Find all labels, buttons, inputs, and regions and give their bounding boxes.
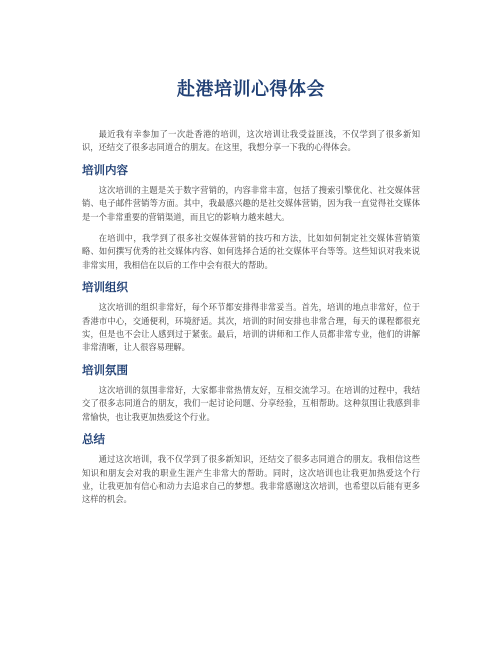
intro-paragraph: 最近我有幸参加了一次赴香港的培训，这次培训让我受益匪浅，不仅学到了很多新知识，还结交了很多志同道合的朋友。在这里，我想分享一下我的心得体会。 <box>82 129 420 153</box>
document-title: 赴港培训心得体会 <box>177 79 325 100</box>
section-training-content <box>82 163 420 272</box>
section-paragraph: 这次培训的主题是关于数字营销的，内容非常丰富，包括了搜索引擎优化、社交媒体营销、电子邮件营销等方面。其中，我最感兴趣的是社交媒体营销，因为我一直觉得社交媒体是一个非常重要的营销渠道，而且它的影响力越来越大。 <box>82 184 420 222</box>
section-heading: 总结 <box>82 432 105 447</box>
section-paragraph: 这次培训的氛围非常好，大家都非常热情友好，互相交流学习。在培训的过程中，我结交了很多志同道合的朋友，我们一起讨论问题、分享经验，互相帮助。这种氛围让我感到非常愉快，也让我更加热爱这个行业。 <box>82 384 420 422</box>
section-paragraph: 通过这次培训，我不仅学到了很多新知识，还结交了很多志同道合的朋友。我相信这些知识和朋友会对我的职业生涯产生非常大的帮助。同时，这次培训也让我更加热爱这个行业，让我更加有信心和动力去追求自己的梦想。我非常感谢这次培训，也希望以后能有更多这样的机会。 <box>82 454 420 505</box>
section-heading: 培训内容 <box>82 162 128 177</box>
section-paragraph: 在培训中，我学到了很多社交媒体营销的技巧和方法，比如如何制定社交媒体营销策略、如何撰写优秀的社交媒体内容、如何选择合适的社交媒体平台等等。这些知识对我来说非常实用，我相信在以后的工作中会有很大的帮助。 <box>82 233 420 270</box>
section-training-atmosphere <box>82 363 420 424</box>
section-training-organization <box>82 280 420 355</box>
section-summary <box>82 432 420 507</box>
section-paragraph: 这次培训的组织非常好，每个环节都安排得非常妥当。首先，培训的地点非常好，位于香港市中心，交通便利，环境舒适。其次，培训的时间安排也非常合理，每天的课程都很充实，但是也不会让人感到过于紧张。最后，培训的讲师和工作人员都非常专业，他们的讲解非常清晰，让人很容易理解。 <box>82 302 420 353</box>
section-heading: 培训组织 <box>82 280 128 295</box>
section-heading: 培训氛围 <box>82 362 128 377</box>
